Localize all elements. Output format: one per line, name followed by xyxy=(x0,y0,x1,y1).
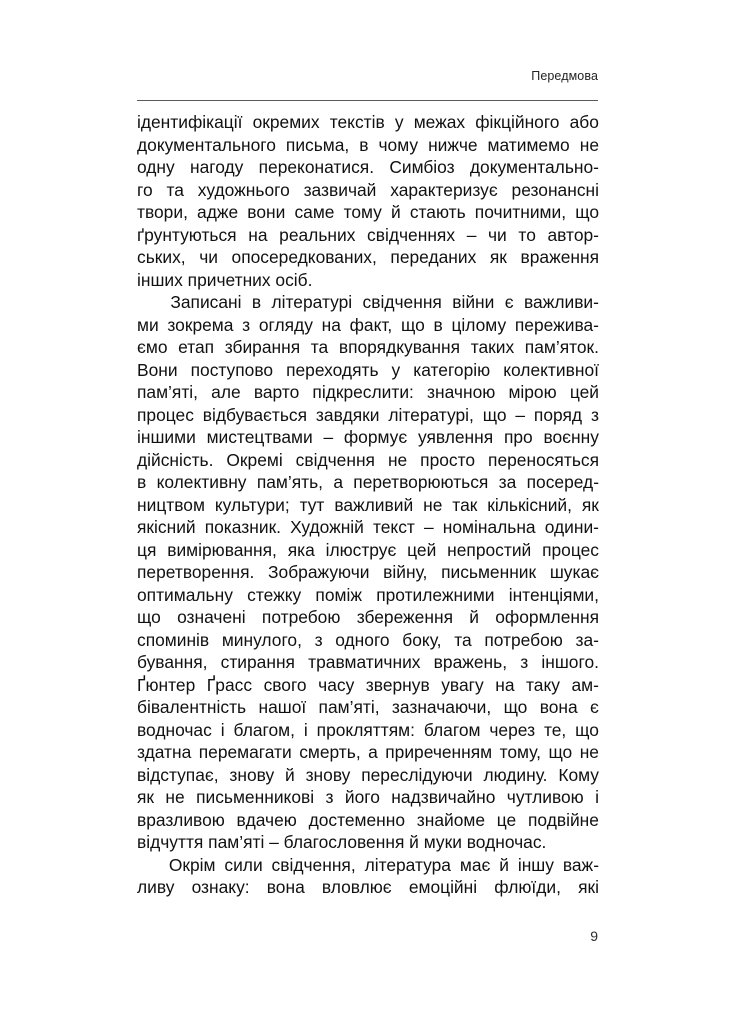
text-line xyxy=(137,854,599,877)
word: які xyxy=(578,877,599,897)
text-line xyxy=(137,696,599,719)
word: свідчення, xyxy=(271,854,356,875)
word: фікційного xyxy=(475,112,560,132)
word: огляду xyxy=(258,314,313,335)
word: ґрунтуються xyxy=(137,224,237,245)
word: ця xyxy=(137,539,157,560)
word: воєнну xyxy=(543,427,599,447)
word: травматичних xyxy=(308,652,421,672)
word: одини- xyxy=(544,517,599,537)
word: літературі xyxy=(271,292,353,312)
word: потребою xyxy=(484,629,563,650)
word: війни xyxy=(452,292,495,312)
running-head: Передмова xyxy=(531,69,598,83)
word: та xyxy=(310,337,329,357)
word: переходять xyxy=(286,359,379,380)
word: уявлення xyxy=(417,427,494,447)
word: завдяки xyxy=(315,404,380,425)
text-line xyxy=(137,404,599,427)
paragraph-indent xyxy=(137,291,160,314)
text-line xyxy=(137,741,599,764)
word: як xyxy=(137,787,155,807)
text-line xyxy=(137,359,599,382)
word: вимірювання, xyxy=(167,539,277,560)
word: поступово xyxy=(190,359,274,380)
word: що xyxy=(503,697,528,717)
word: текст xyxy=(372,517,415,537)
word: нашої xyxy=(258,697,307,717)
word: ознаку: xyxy=(191,877,250,897)
word: яка xyxy=(287,539,315,560)
word: – xyxy=(515,404,526,425)
word: в xyxy=(251,292,262,312)
word: а xyxy=(368,742,378,762)
line-text: відчуття пам’яті – благословення й муки водночас. xyxy=(137,832,547,852)
word: подвійне xyxy=(527,809,599,830)
word: те, xyxy=(543,719,567,740)
word: почитними, xyxy=(474,202,567,222)
word: вловлює xyxy=(321,877,392,897)
word: враження xyxy=(520,247,599,267)
word: достеменно xyxy=(308,809,406,830)
word: – xyxy=(323,427,334,447)
word: не xyxy=(423,494,443,515)
text-line xyxy=(137,831,599,854)
word: кількісний, xyxy=(487,494,572,515)
word: що xyxy=(575,202,599,222)
word: благом xyxy=(423,719,481,740)
word: минулого, xyxy=(221,629,302,650)
word: Симбіоз xyxy=(389,157,455,177)
word: шукає xyxy=(549,562,599,582)
word: вражень, xyxy=(433,652,508,672)
word: сили xyxy=(224,854,263,875)
word: звернув xyxy=(365,674,430,695)
word: знову xyxy=(229,764,275,785)
word: Вони xyxy=(137,359,178,380)
word: пам’ять, xyxy=(256,472,323,492)
text-line xyxy=(137,764,599,787)
word: боку, xyxy=(402,629,442,650)
word: зазвичай xyxy=(303,179,377,200)
word: процес xyxy=(137,404,194,425)
word: іншими xyxy=(137,427,196,447)
word: приреченням xyxy=(385,742,493,762)
word: благом, xyxy=(233,719,295,740)
word: не xyxy=(165,787,185,807)
word: формує xyxy=(343,427,408,447)
word: Зображуючи xyxy=(268,562,370,582)
word: автор- xyxy=(547,224,599,245)
word: таких xyxy=(470,337,515,357)
word: цілому xyxy=(451,314,507,335)
word: пам’яток. xyxy=(524,337,599,357)
word: емоційні xyxy=(408,877,478,897)
word: Кому xyxy=(558,764,599,785)
word: бування, xyxy=(137,652,208,672)
word: свідчення xyxy=(362,292,442,312)
word: з xyxy=(590,404,599,425)
word: в xyxy=(137,472,147,492)
word: цей xyxy=(407,539,437,560)
word: письменник xyxy=(441,562,537,582)
word: як xyxy=(489,247,507,267)
word: водночас xyxy=(137,719,212,740)
word: ємо xyxy=(137,337,168,357)
text-line xyxy=(137,786,599,809)
header-rule xyxy=(137,100,598,101)
word: посеред- xyxy=(526,472,599,492)
word: а xyxy=(333,472,343,492)
word: увагу xyxy=(441,674,484,695)
word: поряд xyxy=(533,404,583,425)
word: впорядкування xyxy=(338,337,461,357)
word: як xyxy=(581,494,599,515)
word: перетворення. xyxy=(137,562,255,582)
word: перетворюються xyxy=(353,472,489,492)
word: з xyxy=(325,787,334,807)
word: колективної xyxy=(503,359,599,380)
word: одну xyxy=(137,157,175,177)
word: іншу xyxy=(517,854,554,875)
word: ництвом xyxy=(137,494,205,515)
word: пам’яті, xyxy=(318,697,380,717)
word: його xyxy=(344,787,380,807)
word: чому xyxy=(378,134,419,155)
word: переслідуючи xyxy=(361,764,473,785)
text-line xyxy=(137,629,599,652)
word: тому xyxy=(343,202,382,222)
paragraph-indent xyxy=(137,854,160,877)
word: факт, xyxy=(349,314,393,335)
text-line xyxy=(137,336,599,359)
word: матимемо xyxy=(487,134,570,155)
word: значною xyxy=(427,382,496,402)
word: що xyxy=(548,742,573,762)
word: з xyxy=(242,314,251,335)
word: реальних xyxy=(279,224,356,245)
text-line xyxy=(137,606,599,629)
word: війну, xyxy=(383,562,428,582)
word: бівалентність xyxy=(137,697,247,717)
word: мистецтвами xyxy=(206,427,313,447)
word: збирання xyxy=(224,337,301,357)
word: ських, xyxy=(137,247,186,267)
text-line xyxy=(137,471,599,494)
text-line xyxy=(137,876,599,899)
word: має xyxy=(459,854,491,875)
word: резонансні xyxy=(511,179,599,200)
word: – xyxy=(466,224,477,245)
word: в xyxy=(433,314,443,335)
word: оптимальну xyxy=(137,584,233,605)
word: споминів xyxy=(137,629,210,650)
word: ми xyxy=(137,314,159,335)
word: за- xyxy=(575,629,599,650)
word: і xyxy=(220,719,225,740)
word: окремих xyxy=(252,112,320,132)
word: з xyxy=(314,629,323,650)
word: в xyxy=(359,134,369,155)
word: поміж xyxy=(315,584,362,605)
word: літературі, xyxy=(388,404,474,425)
word: цей xyxy=(569,382,599,402)
word: так xyxy=(452,494,478,515)
word: прокляттям: xyxy=(316,719,415,740)
word: потребою xyxy=(261,607,341,627)
word: адже xyxy=(197,202,239,222)
text-line xyxy=(137,516,599,539)
text-line xyxy=(137,269,599,292)
text-line xyxy=(137,134,599,157)
word: або xyxy=(569,112,599,132)
text-line xyxy=(137,719,599,742)
text-line xyxy=(137,246,599,269)
word: і xyxy=(595,787,599,807)
text-line xyxy=(137,494,599,517)
word: пережива- xyxy=(514,314,599,335)
word: збереження xyxy=(356,607,453,627)
word: Ґюнтер xyxy=(137,674,196,695)
word: що xyxy=(137,607,161,627)
text-line xyxy=(137,314,599,337)
text-line xyxy=(137,111,599,134)
word: й xyxy=(499,854,509,875)
word: просто xyxy=(420,449,476,470)
word: свого xyxy=(263,674,307,695)
text-line xyxy=(137,539,599,562)
text-line xyxy=(137,449,599,472)
word: пам’яті, xyxy=(137,382,198,402)
text-line xyxy=(137,224,599,247)
word: на xyxy=(321,314,341,335)
word: що xyxy=(482,404,507,425)
word: процес xyxy=(542,539,599,560)
word: і xyxy=(303,719,308,740)
word: якісний xyxy=(137,517,196,537)
word: – xyxy=(423,517,434,537)
word: здатна xyxy=(137,742,192,762)
word: художнього xyxy=(197,179,290,200)
text-line xyxy=(137,809,599,832)
word: ливу xyxy=(137,877,175,897)
word: знайоме xyxy=(416,809,486,830)
word: важливий xyxy=(334,494,414,515)
word: з xyxy=(520,652,529,672)
word: важливи- xyxy=(523,292,599,312)
word: оформлення xyxy=(495,607,599,627)
word: вдачею xyxy=(236,809,297,830)
word: стають xyxy=(409,202,466,222)
word: характеризує xyxy=(390,179,498,200)
word: письменникові xyxy=(196,787,315,807)
word: категорію xyxy=(413,359,491,380)
word: флюїди, xyxy=(494,877,561,897)
word: тому, xyxy=(499,742,541,762)
word: за xyxy=(498,472,517,492)
word: номінальна xyxy=(442,517,536,537)
word: надзвичайно xyxy=(391,787,496,807)
word: межах xyxy=(413,112,466,132)
word: що xyxy=(575,719,599,740)
word: не xyxy=(387,449,408,470)
word: показник. xyxy=(204,517,282,537)
word: зазначаючи, xyxy=(391,697,492,717)
text-line xyxy=(137,651,599,674)
word: колективну xyxy=(156,472,247,492)
word: свідченнях xyxy=(367,224,456,245)
word: переданих xyxy=(390,247,477,267)
word: не xyxy=(579,134,599,155)
word: зокрема xyxy=(167,314,234,335)
word: знову xyxy=(305,764,351,785)
text-line xyxy=(137,674,599,697)
word: вона xyxy=(539,697,578,717)
word: перемагати xyxy=(198,742,292,762)
word: іншого. xyxy=(541,652,599,672)
text-line xyxy=(137,584,599,607)
word: важ- xyxy=(562,854,599,875)
body-text-block xyxy=(137,111,599,899)
word: тут xyxy=(299,494,325,515)
word: часу xyxy=(318,674,355,695)
word: опосередкованих, xyxy=(231,247,377,267)
word: стирання xyxy=(220,652,295,672)
word: варто xyxy=(253,382,300,402)
word: Окрім xyxy=(168,854,216,875)
word: на xyxy=(495,674,515,695)
word: та xyxy=(454,629,472,650)
word: й xyxy=(469,607,479,627)
line-text: інших причетних осіб. xyxy=(137,269,313,290)
word: нижче xyxy=(428,134,478,155)
word: вразливою xyxy=(137,809,225,830)
word: людину. xyxy=(483,764,548,785)
word: у xyxy=(391,359,401,380)
word: інтенціями, xyxy=(508,584,599,605)
word: стежку xyxy=(247,584,302,605)
word: документального xyxy=(137,134,276,155)
word: що xyxy=(400,314,425,335)
word: ам- xyxy=(571,674,599,695)
word: означені xyxy=(177,607,246,627)
word: Художній xyxy=(290,517,364,537)
word: на xyxy=(248,224,268,245)
word: го xyxy=(137,179,153,200)
word: про xyxy=(503,427,533,447)
text-line xyxy=(137,381,599,404)
word: нагоду xyxy=(190,157,244,177)
text-line xyxy=(137,426,599,449)
word: відбувається xyxy=(202,404,308,425)
word: одного xyxy=(335,629,390,650)
word: свідчення xyxy=(295,449,375,470)
word: але xyxy=(211,382,241,402)
word: текстів xyxy=(329,112,385,132)
word: таку xyxy=(526,674,560,695)
word: Записані xyxy=(170,292,242,312)
word: відступає, xyxy=(137,764,219,785)
word: є xyxy=(504,292,514,312)
word: переконатися. xyxy=(258,157,375,177)
word: документально- xyxy=(469,157,599,177)
word: вона xyxy=(266,877,305,897)
word: не xyxy=(579,742,599,762)
word: непростий xyxy=(447,539,532,560)
word: переносяться xyxy=(488,449,599,470)
word: вони xyxy=(247,202,286,222)
page-number: 9 xyxy=(590,928,598,944)
word: протилежними xyxy=(376,584,495,605)
word: та xyxy=(166,179,184,200)
word: мірою xyxy=(508,382,557,402)
word: й xyxy=(391,202,401,222)
word: й xyxy=(285,764,295,785)
word: дійсність. xyxy=(137,449,214,470)
word: у xyxy=(394,112,404,132)
text-line xyxy=(137,179,599,202)
text-line xyxy=(137,561,599,584)
word: саме xyxy=(294,202,335,222)
text-line xyxy=(137,291,599,314)
word: твори, xyxy=(137,202,188,222)
word: підкреслити: xyxy=(312,382,414,402)
word: це xyxy=(496,809,517,830)
word: Окремі xyxy=(226,449,283,470)
word: Ґрасс xyxy=(206,674,253,695)
word: культури; xyxy=(214,494,290,515)
word: література xyxy=(364,854,451,875)
word: через xyxy=(489,719,536,740)
word: смерть, xyxy=(299,742,361,762)
text-line xyxy=(137,156,599,179)
text-line xyxy=(137,201,599,224)
word: то xyxy=(518,224,536,245)
word: ілюструє xyxy=(325,539,397,560)
word: є xyxy=(590,697,599,717)
word: ідентифікації xyxy=(137,112,243,132)
word: чутливою xyxy=(506,787,584,807)
word: чи xyxy=(488,224,507,245)
word: етап xyxy=(178,337,215,357)
word: чи xyxy=(199,247,218,267)
word: письма, xyxy=(285,134,350,155)
